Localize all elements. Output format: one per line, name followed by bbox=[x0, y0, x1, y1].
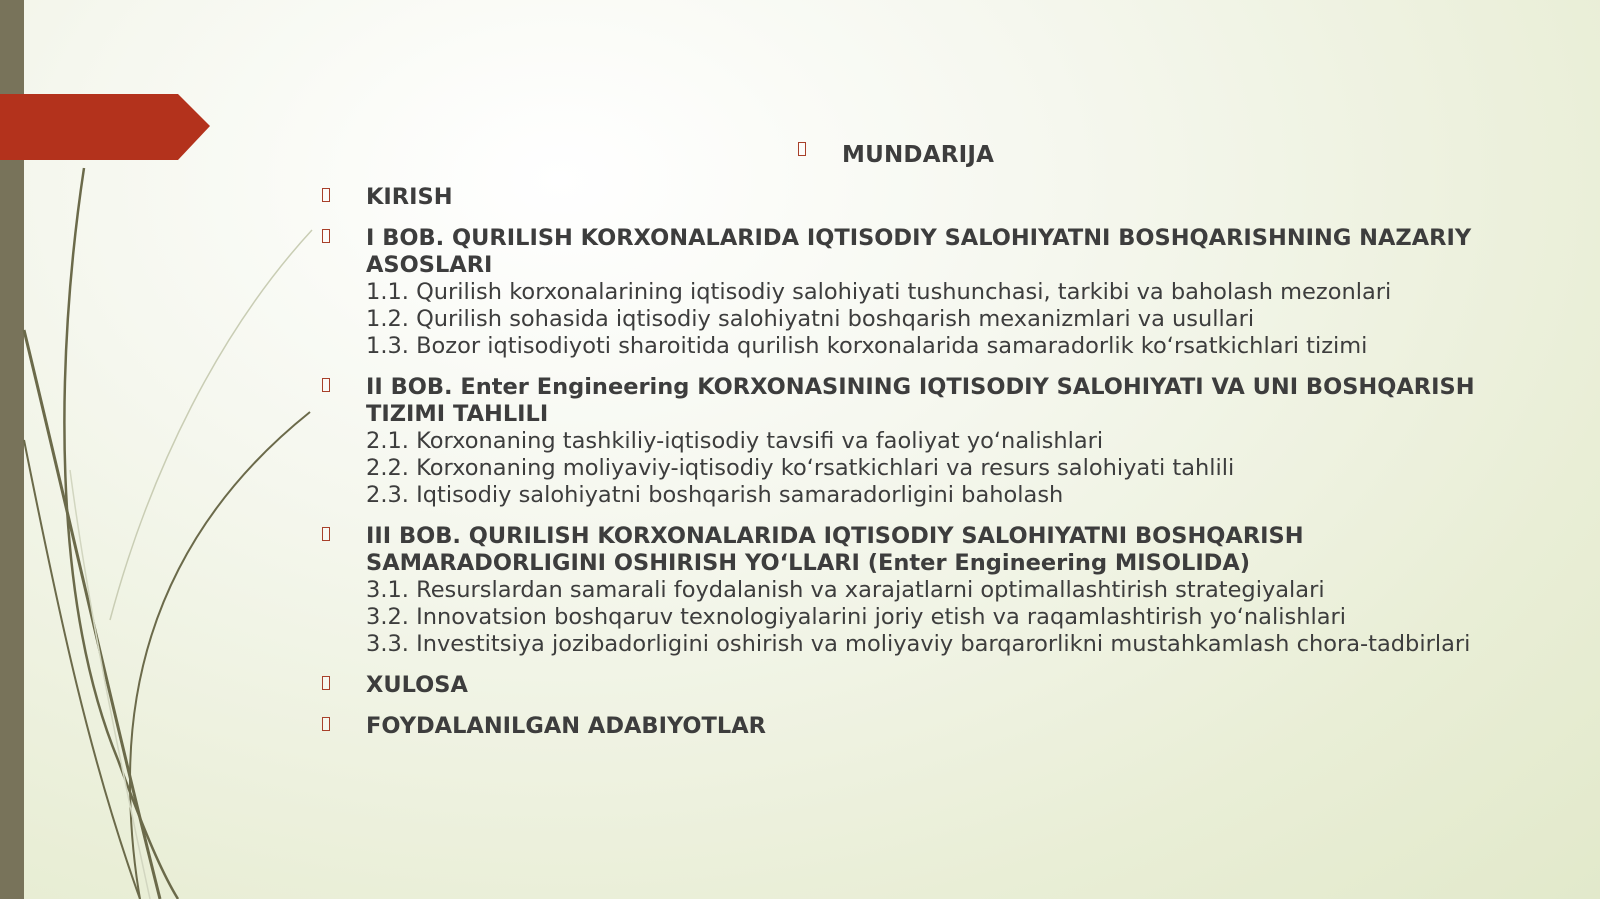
bullet-icon bbox=[322, 527, 330, 541]
left-accent-bar bbox=[0, 0, 24, 899]
curve-1 bbox=[64, 168, 178, 899]
curve-6 bbox=[70, 470, 150, 899]
toc-item-chapter-1 bbox=[322, 225, 1492, 360]
section-heading: I BOB. QURILISH KORXONALARIDA IQTISODIY SALOHIYATNI BOSHQARISHNING NAZARIY ASOSLARI bbox=[366, 225, 1472, 278]
subsection-1-3: 1.3. Bozor iqtisodiyoti sharoitida qurilish korxonalarida samaradorlik koʻrsatkichlari tizimi bbox=[366, 333, 1368, 359]
subsection-3-1: 3.1. Resurslardan samarali foydalanish va xarajatlarni optimallashtirish strategiyalari bbox=[366, 577, 1325, 603]
toc-item-chapter-2 bbox=[322, 374, 1492, 509]
bullet-icon bbox=[322, 676, 330, 690]
subsection-1-1: 1.1. Qurilish korxonalarining iqtisodiy salohiyati tushunchasi, tarkibi va baholash mezonlari bbox=[366, 279, 1392, 305]
subsection-2-1: 2.1. Korxonaning tashkiliy-iqtisodiy tavsifi va faoliyat yoʻnalishlari bbox=[366, 428, 1104, 454]
section-heading: II BOB. Enter Engineering KORXONASINING IQTISODIY SALOHIYATI VA UNI BOSHQARISH TIZIMI TAHLILI bbox=[366, 374, 1475, 427]
bullet-icon bbox=[322, 378, 330, 392]
curve-4 bbox=[130, 412, 310, 899]
subsection-2-3: 2.3. Iqtisodiy salohiyatni boshqarish samaradorligini baholash bbox=[366, 482, 1064, 508]
section-heading: FOYDALANILGAN ADABIYOTLAR bbox=[366, 713, 766, 739]
toc-item-kirish bbox=[322, 184, 1492, 211]
bullet-icon bbox=[322, 717, 330, 731]
toc-title: MUNDARIJA bbox=[842, 142, 995, 168]
red-arrow-banner bbox=[0, 94, 210, 160]
bullet-icon bbox=[798, 142, 806, 156]
curve-5 bbox=[110, 230, 312, 620]
toc-title-row bbox=[798, 142, 994, 168]
curve-2 bbox=[24, 330, 160, 899]
subsection-3-3: 3.3. Investitsiya jozibadorligini oshirish va moliyaviy barqarorlikni mustahkamlash chora-tadbirlari bbox=[366, 631, 1471, 657]
section-heading: KIRISH bbox=[366, 184, 453, 210]
section-heading: III BOB. QURILISH KORXONALARIDA IQTISODIY SALOHIYATNI BOSHQARISH SAMARADORLIGINI OSHIRISH YOʻLLARI (Enter Engineering MISOLIDA) bbox=[366, 523, 1304, 576]
bullet-icon bbox=[322, 229, 330, 243]
toc-item-chapter-3 bbox=[322, 523, 1492, 658]
toc-item-adabiyotlar bbox=[322, 713, 1492, 740]
toc-item-xulosa bbox=[322, 672, 1492, 699]
bullet-icon bbox=[322, 188, 330, 202]
table-of-contents bbox=[322, 184, 1492, 754]
subsection-1-2: 1.2. Qurilish sohasida iqtisodiy salohiyatni boshqarish mexanizmlari va usullari bbox=[366, 306, 1255, 332]
curve-3 bbox=[24, 440, 140, 899]
subsection-3-2: 3.2. Innovatsion boshqaruv texnologiyalarini joriy etish va raqamlashtirish yoʻnalishlari bbox=[366, 604, 1346, 630]
subsection-2-2: 2.2. Korxonaning moliyaviy-iqtisodiy koʻrsatkichlari va resurs salohiyati tahlili bbox=[366, 455, 1235, 481]
section-heading: XULOSA bbox=[366, 672, 468, 698]
